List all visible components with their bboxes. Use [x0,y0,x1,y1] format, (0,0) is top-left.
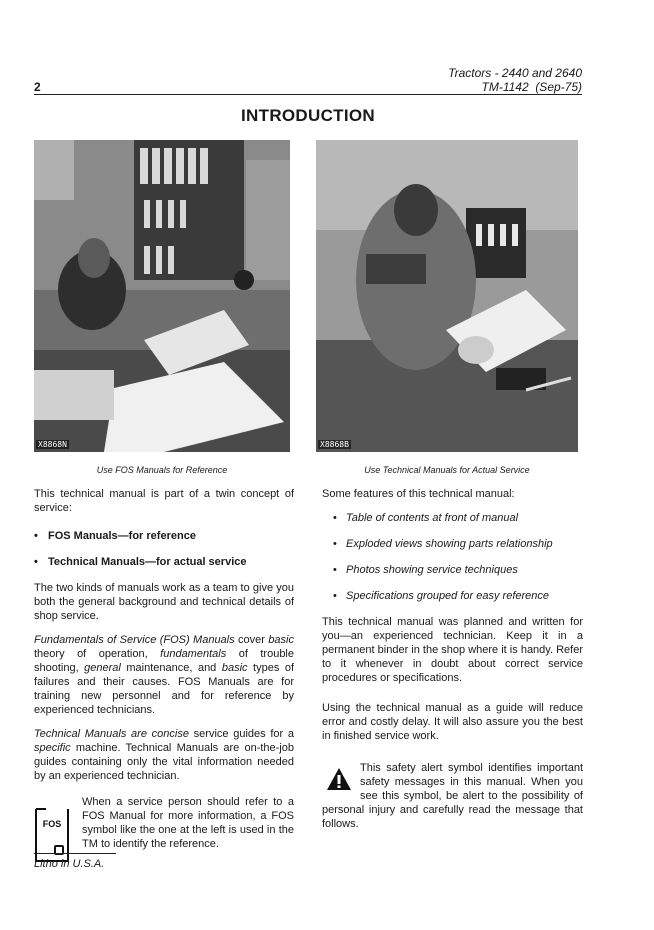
safety-alert-icon [326,767,352,791]
photo-fos-code: X8868N [38,440,67,449]
page-number: 2 [34,80,41,94]
twin-concept-list [34,529,294,569]
doc-title: Tractors - 2440 and 2640 [448,66,582,80]
doc-date: (Sep-75) [535,80,582,94]
footer-litho: Litho in U.S.A. [34,858,105,870]
photo-fos-reference [34,140,290,452]
running-header [448,66,582,94]
text-run: machine. Technical Manuals are on-the-job guides containing only the vital information needed by an experienced technician. [34,742,294,782]
emphasis: general [84,662,121,674]
header-rule [34,94,582,95]
tm-term: Technical Manuals are concise [34,728,189,740]
photo-tm-code: X8868B [320,440,349,449]
photo-tm-image [316,140,578,452]
text-run: types of failures and their causes. FOS Manuals are for training new personnel and for reference by experienced technicians. [34,662,295,716]
caption-fos-photo: Use FOS Manuals for Reference [96,465,228,475]
fos-symbol-text: When a service person should refer to a FOS Manual for more information, a FOS symbol like the one at the left is used in the TM to identify the reference. [82,796,294,850]
photo-tm-service [316,140,578,452]
footer-rule [34,853,116,854]
emphasis: fundamentals [160,648,227,660]
emphasis: basic [268,634,294,646]
fos-symbol-note [34,795,294,855]
emphasis: basic [221,662,248,674]
guide-paragraph: Using the technical manual as a guide will reduce error and costly delay. It will also assure you the best in finished service work. [322,702,583,742]
list-item: • Specifications grouped for easy reference [322,589,583,603]
list-item: • Table of contents at front of manual [322,511,583,525]
emphasis: specific [34,742,71,754]
doc-code: TM-1142 [481,80,529,94]
planned-paragraph: This technical manual was planned and written for you—an experienced technician. Keep it in a permanent binder in the shop where it is handy. Refer to it whenever in doubt about correct service procedures or specifications. [322,616,583,684]
features-list [322,511,583,603]
fos-symbol-icon [34,807,70,863]
left-column [34,487,294,855]
text-run: theory of operation, [34,648,161,660]
doc-code-line [448,80,582,94]
text-run: cover [234,634,269,646]
caption-tm-photo: Use Technical Manuals for Actual Service [364,465,530,475]
intro-paragraph: This technical manual is part of a twin concept of service: [34,488,294,514]
right-column [322,487,583,831]
safety-alert-text: This safety alert symbol identifies important safety messages in this manual. When you see this symbol, be alert to the possibility of personal injury and carefully read the message that follows. [322,762,583,830]
features-intro: Some features of this technical manual: [322,488,515,500]
tm-paragraph [34,727,294,783]
text-run: of trouble shooting, [34,648,294,674]
team-paragraph: The two kinds of manuals work as a team to give you both the general background and technical details of shop service. [34,582,294,622]
text-run: service guides for a [188,728,295,740]
fos-symbol-label: FOS [42,819,62,829]
fos-paragraph [34,633,294,717]
list-item: • Photos showing service techniques [322,563,583,577]
page-title: INTRODUCTION [241,106,375,125]
fos-term: Fundamentals of Service (FOS) Manuals [34,634,235,646]
list-item: • Exploded views showing parts relationship [322,537,583,551]
safety-alert-note [322,761,583,831]
list-item: • Technical Manuals—for actual service [34,555,294,569]
photo-fos-image [34,140,290,452]
text-run: maintenance, and [120,662,222,674]
list-item: • FOS Manuals—for reference [34,529,294,543]
